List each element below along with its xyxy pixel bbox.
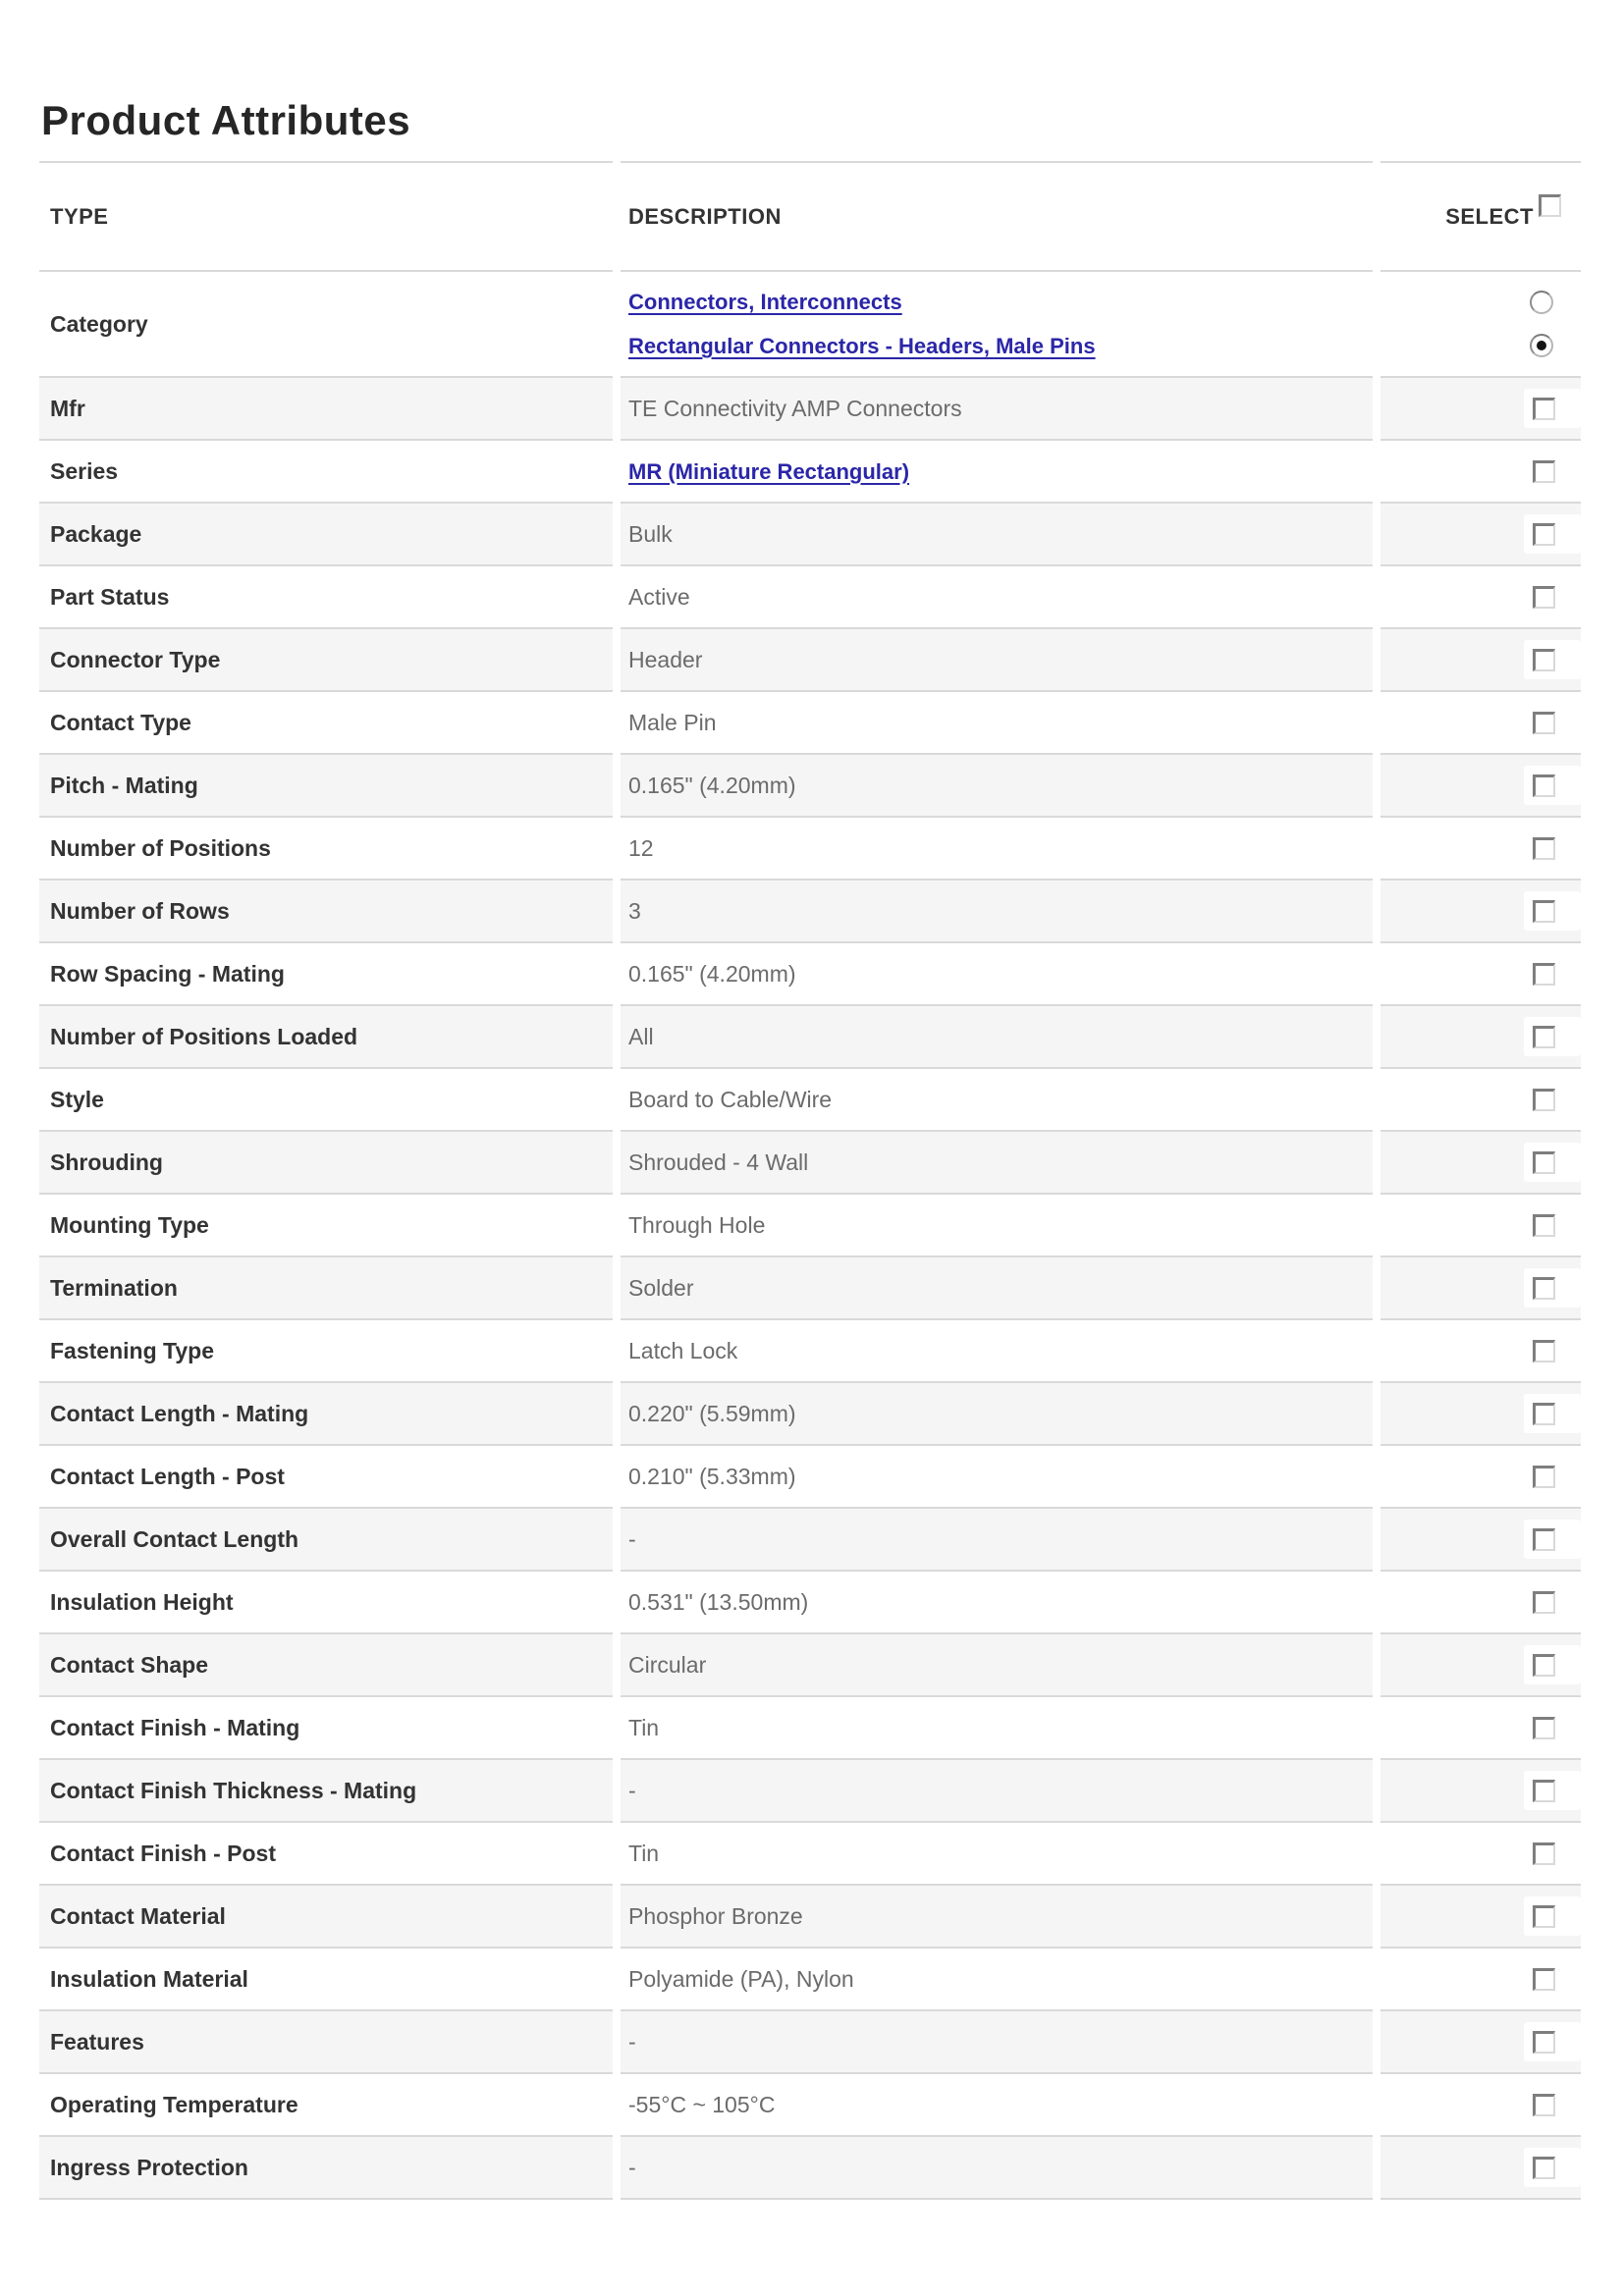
attribute-name: Connector Type	[39, 629, 613, 692]
attribute-name: Number of Positions Loaded	[39, 1006, 613, 1069]
checkbox-wrap	[1524, 828, 1581, 868]
select-cell	[1380, 755, 1581, 818]
table-row	[39, 272, 1581, 378]
select-cell	[1380, 881, 1581, 943]
attribute-name: Pitch - Mating	[39, 755, 613, 818]
row-checkbox[interactable]	[1533, 900, 1555, 923]
row-checkbox[interactable]	[1533, 1528, 1555, 1551]
checkbox-wrap	[1524, 1143, 1581, 1182]
select-cell	[1380, 1572, 1581, 1634]
select-cell	[1380, 1446, 1581, 1509]
attribute-value: 3	[621, 881, 1373, 943]
column-header-description: DESCRIPTION	[621, 161, 1373, 272]
table-row	[39, 566, 1581, 629]
description-link[interactable]: Rectangular Connectors - Headers, Male Pins	[628, 334, 1096, 358]
select-cell	[1380, 1697, 1581, 1760]
attribute-name: Ingress Protection	[39, 2137, 613, 2200]
checkbox-wrap	[1524, 1205, 1581, 1245]
table-row	[39, 441, 1581, 504]
table-row	[39, 1446, 1581, 1509]
table-row	[39, 1823, 1581, 1886]
table-row	[39, 378, 1581, 441]
row-checkbox[interactable]	[1533, 1717, 1555, 1739]
attribute-value: -	[621, 2137, 1373, 2200]
attribute-value	[621, 272, 1373, 378]
select-cell	[1380, 441, 1581, 504]
attributes-table-body	[39, 272, 1581, 2200]
checkbox-wrap	[1524, 1520, 1581, 1559]
attribute-value: Header	[621, 629, 1373, 692]
column-header-select	[1380, 161, 1581, 272]
checkbox-wrap	[1524, 1708, 1581, 1747]
attribute-value: Solder	[621, 1257, 1373, 1320]
table-row	[39, 629, 1581, 692]
select-cell	[1380, 943, 1581, 1006]
attribute-value: -	[621, 1760, 1373, 1823]
attribute-value: Through Hole	[621, 1195, 1373, 1257]
select-cell	[1380, 1760, 1581, 1823]
select-cell	[1380, 1886, 1581, 1949]
attribute-value: 0.165" (4.20mm)	[621, 943, 1373, 1006]
row-checkbox[interactable]	[1533, 774, 1555, 797]
attribute-value: Tin	[621, 1697, 1373, 1760]
attribute-name: Features	[39, 2011, 613, 2074]
select-cell	[1380, 1006, 1581, 1069]
table-row	[39, 2011, 1581, 2074]
row-checkbox[interactable]	[1533, 1591, 1555, 1614]
row-checkbox[interactable]	[1533, 649, 1555, 671]
table-row	[39, 1006, 1581, 1069]
select-cell	[1380, 1257, 1581, 1320]
table-row	[39, 2137, 1581, 2200]
attribute-name: Contact Shape	[39, 1634, 613, 1697]
attribute-name: Insulation Height	[39, 1572, 613, 1634]
attribute-value: Tin	[621, 1823, 1373, 1886]
row-checkbox[interactable]	[1533, 1089, 1555, 1111]
attribute-value: Polyamide (PA), Nylon	[621, 1949, 1373, 2011]
attribute-name: Contact Finish Thickness - Mating	[39, 1760, 613, 1823]
table-row	[39, 1320, 1581, 1383]
row-checkbox[interactable]	[1533, 1842, 1555, 1865]
product-attributes-table	[31, 161, 1589, 2200]
checkbox-wrap	[1524, 1457, 1581, 1496]
select-cell	[1380, 692, 1581, 755]
attribute-name: Contact Finish - Post	[39, 1823, 613, 1886]
select-cell	[1380, 629, 1581, 692]
checkbox-wrap	[1524, 891, 1581, 931]
attribute-value: Active	[621, 566, 1373, 629]
attribute-value: 0.220" (5.59mm)	[621, 1383, 1373, 1446]
select-cell	[1380, 1823, 1581, 1886]
attribute-name: Operating Temperature	[39, 2074, 613, 2137]
table-row	[39, 1509, 1581, 1572]
attribute-name: Fastening Type	[39, 1320, 613, 1383]
checkbox-wrap	[1524, 2148, 1581, 2187]
select-cell	[1380, 504, 1581, 566]
attribute-name: Insulation Material	[39, 1949, 613, 2011]
checkbox-wrap	[1524, 1834, 1581, 1873]
table-row	[39, 2074, 1581, 2137]
table-header-row	[39, 161, 1581, 272]
table-row	[39, 1886, 1581, 1949]
attribute-name: Contact Length - Mating	[39, 1383, 613, 1446]
attribute-name: Package	[39, 504, 613, 566]
attribute-value: Board to Cable/Wire	[621, 1069, 1373, 1132]
checkbox-wrap	[1524, 640, 1581, 679]
column-header-type: TYPE	[39, 161, 613, 272]
attribute-value: -	[621, 1509, 1373, 1572]
select-cell	[1380, 1132, 1581, 1195]
attribute-value: 0.531" (13.50mm)	[621, 1572, 1373, 1634]
row-checkbox[interactable]	[1533, 460, 1555, 483]
attribute-name: Series	[39, 441, 613, 504]
checkbox-wrap	[1524, 1394, 1581, 1433]
checkbox-wrap	[1524, 1645, 1581, 1684]
checkbox-wrap	[1524, 703, 1581, 742]
table-row	[39, 504, 1581, 566]
row-checkbox[interactable]	[1533, 2157, 1555, 2179]
table-row	[39, 692, 1581, 755]
attribute-value: 0.165" (4.20mm)	[621, 755, 1373, 818]
attribute-name: Category	[39, 272, 613, 378]
row-checkbox[interactable]	[1533, 1340, 1555, 1362]
select-cell	[1380, 1509, 1581, 1572]
checkbox-wrap	[1524, 389, 1581, 428]
attribute-value: Phosphor Bronze	[621, 1886, 1373, 1949]
attribute-value: Circular	[621, 1634, 1373, 1697]
row-checkbox[interactable]	[1533, 1654, 1555, 1677]
row-checkbox[interactable]	[1533, 1905, 1555, 1928]
table-row	[39, 943, 1581, 1006]
attribute-value: All	[621, 1006, 1373, 1069]
table-row	[39, 881, 1581, 943]
row-checkbox[interactable]	[1533, 1780, 1555, 1802]
select-cell	[1380, 1949, 1581, 2011]
attribute-name: Row Spacing - Mating	[39, 943, 613, 1006]
attribute-value: Latch Lock	[621, 1320, 1373, 1383]
row-checkbox[interactable]	[1533, 1151, 1555, 1174]
select-cell	[1380, 818, 1581, 881]
table-row	[39, 1069, 1581, 1132]
attribute-value: 0.210" (5.33mm)	[621, 1446, 1373, 1509]
row-checkbox[interactable]	[1533, 712, 1555, 734]
row-checkbox[interactable]	[1533, 1403, 1555, 1425]
attribute-name: Number of Rows	[39, 881, 613, 943]
checkbox-wrap	[1524, 514, 1581, 554]
checkbox-wrap	[1524, 1268, 1581, 1308]
table-row	[39, 1949, 1581, 2011]
select-all-checkbox[interactable]	[1539, 194, 1561, 217]
select-cell	[1380, 1069, 1581, 1132]
table-row	[39, 1760, 1581, 1823]
row-checkbox[interactable]	[1533, 586, 1555, 609]
attribute-value: Male Pin	[621, 692, 1373, 755]
row-checkbox[interactable]	[1533, 1026, 1555, 1048]
attribute-name: Shrouding	[39, 1132, 613, 1195]
row-checkbox[interactable]	[1533, 1466, 1555, 1488]
select-cell	[1380, 2074, 1581, 2137]
checkbox-wrap	[1524, 1959, 1581, 1999]
select-cell	[1380, 1634, 1581, 1697]
checkbox-wrap	[1524, 1017, 1581, 1056]
attribute-name: Mfr	[39, 378, 613, 441]
select-cell	[1380, 272, 1581, 378]
select-cell	[1380, 2137, 1581, 2200]
table-row	[39, 1383, 1581, 1446]
attribute-name: Part Status	[39, 566, 613, 629]
attribute-name: Contact Material	[39, 1886, 613, 1949]
checkbox-wrap	[1524, 2022, 1581, 2061]
attribute-name: Style	[39, 1069, 613, 1132]
description-link[interactable]: MR (Miniature Rectangular)	[628, 458, 910, 484]
checkbox-wrap	[1524, 1331, 1581, 1370]
select-cell	[1380, 566, 1581, 629]
checkbox-wrap	[1524, 452, 1581, 491]
table-row	[39, 1572, 1581, 1634]
category-radio-selected[interactable]	[1530, 334, 1553, 357]
row-checkbox[interactable]	[1533, 523, 1555, 546]
row-checkbox[interactable]	[1533, 2031, 1555, 2054]
select-cell	[1380, 378, 1581, 441]
row-checkbox[interactable]	[1533, 2094, 1555, 2116]
description-link[interactable]: Connectors, Interconnects	[628, 290, 902, 314]
checkbox-wrap	[1524, 1896, 1581, 1936]
row-checkbox[interactable]	[1533, 398, 1555, 420]
page-title: Product Attributes	[41, 97, 411, 143]
table-row	[39, 818, 1581, 881]
table-row	[39, 1697, 1581, 1760]
attribute-name: Termination	[39, 1257, 613, 1320]
attribute-name: Contact Length - Post	[39, 1446, 613, 1509]
checkbox-wrap	[1524, 1080, 1581, 1119]
category-radio[interactable]	[1530, 291, 1553, 314]
attribute-name: Number of Positions	[39, 818, 613, 881]
table-row	[39, 755, 1581, 818]
attribute-value: 12	[621, 818, 1373, 881]
select-cell	[1380, 2011, 1581, 2074]
table-row	[39, 1195, 1581, 1257]
row-checkbox[interactable]	[1533, 1968, 1555, 1991]
row-checkbox[interactable]	[1533, 1277, 1555, 1300]
table-row	[39, 1257, 1581, 1320]
attribute-value: Bulk	[621, 504, 1373, 566]
select-cell	[1380, 1320, 1581, 1383]
attribute-value: Shrouded - 4 Wall	[621, 1132, 1373, 1195]
table-row	[39, 1132, 1581, 1195]
select-cell	[1380, 1195, 1581, 1257]
attribute-value: TE Connectivity AMP Connectors	[621, 378, 1373, 441]
select-header-label: SELECT	[1445, 203, 1534, 229]
attribute-value	[621, 441, 1373, 504]
row-checkbox[interactable]	[1533, 1214, 1555, 1237]
checkbox-wrap	[1524, 1582, 1581, 1622]
attribute-name: Overall Contact Length	[39, 1509, 613, 1572]
table-row	[39, 1634, 1581, 1697]
select-cell	[1380, 1383, 1581, 1446]
attribute-name: Mounting Type	[39, 1195, 613, 1257]
row-checkbox[interactable]	[1533, 963, 1555, 986]
checkbox-wrap	[1524, 577, 1581, 616]
checkbox-wrap	[1524, 2085, 1581, 2124]
checkbox-wrap	[1524, 766, 1581, 805]
attribute-value: -	[621, 2011, 1373, 2074]
checkbox-wrap	[1524, 1771, 1581, 1810]
attribute-value: -55°C ~ 105°C	[621, 2074, 1373, 2137]
checkbox-wrap	[1524, 954, 1581, 993]
row-checkbox[interactable]	[1533, 837, 1555, 860]
attribute-name: Contact Finish - Mating	[39, 1697, 613, 1760]
attribute-name: Contact Type	[39, 692, 613, 755]
